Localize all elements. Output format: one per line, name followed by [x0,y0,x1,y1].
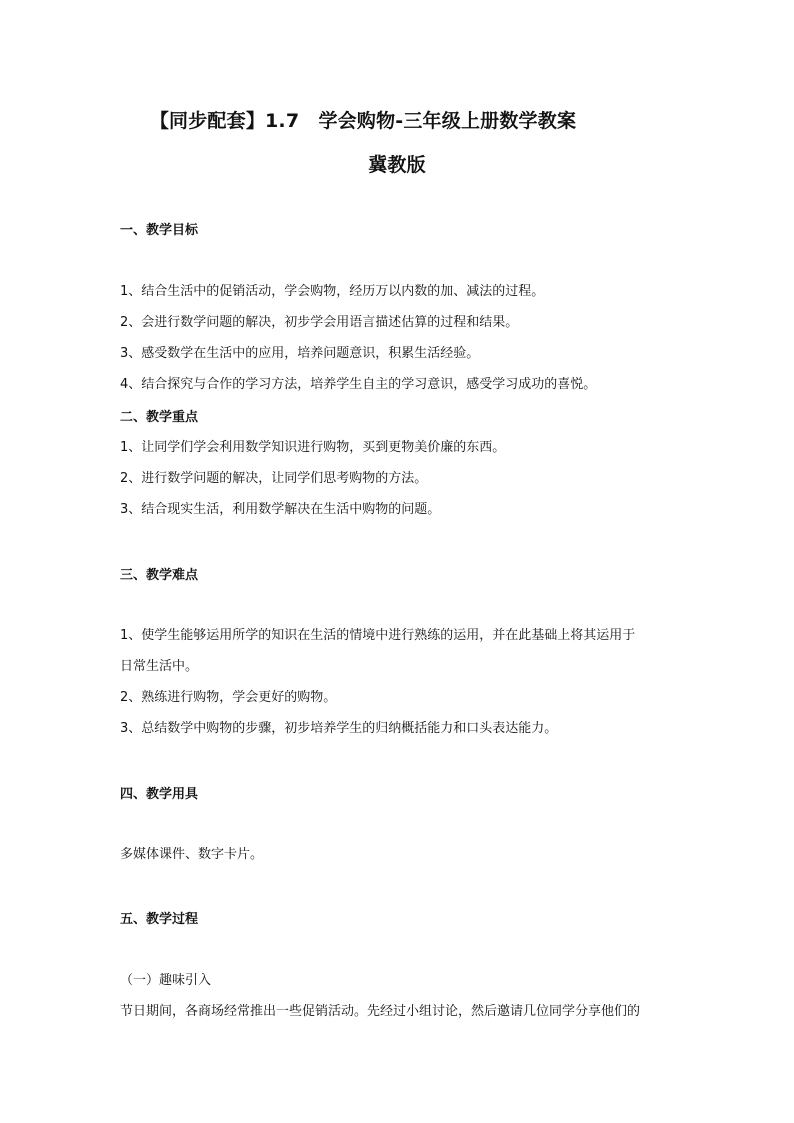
difficulty-item: 日常生活中。 [120,659,199,674]
tools-item: 多媒体课件、数字卡片。 [120,847,264,862]
difficulty-item: 1、使学生能够运用所学的知识在生活的情境中进行熟练的运用，并在此基础上将其运用于 [120,628,636,643]
document-title: 【同步配套】1.7 学会购物-三年级上册数学教案 [149,110,577,132]
objective-item: 3、感受数学在生活中的应用，培养问题意识，积累生活经验。 [120,346,480,361]
key-point-item: 2、进行数学问题的解决，让同学们思考购物的方法。 [120,471,428,486]
document-subtitle: 冀教版 [368,154,426,176]
process-paragraph: 节日期间，各商场经常推出一些促销活动。先经过小组讨论，然后邀请几位同学分享他们的 [120,1004,641,1019]
key-point-item: 3、结合现实生活，利用数学解决在生活中购物的问题。 [120,502,441,517]
difficulty-item: 3、总结数学中购物的步骤，初步培养学生的归纳概括能力和口头表达能力。 [120,721,558,736]
difficulty-item: 2、熟练进行购物，学会更好的购物。 [120,690,337,705]
objective-item: 2、会进行数学问题的解决，初步学会用语言描述估算的过程和结果。 [120,315,519,330]
section-heading-tools: 四、教学用具 [120,787,199,802]
objective-item: 4、结合探究与合作的学习方法，培养学生自主的学习意识，感受学习成功的喜悦。 [120,377,597,392]
key-point-item: 1、让同学们学会利用数学知识进行购物，买到更物美价廉的东西。 [120,440,506,455]
section-heading-difficulties: 三、教学难点 [120,568,199,583]
section-heading-objectives: 一、教学目标 [120,223,199,238]
process-subheading: （一）趣味引入 [120,973,212,988]
objective-item: 1、结合生活中的促销活动，学会购物，经历万以内数的加、减法的过程。 [120,284,545,299]
section-heading-process: 五、教学过程 [120,912,199,927]
section-heading-key-points: 二、教学重点 [120,410,199,425]
